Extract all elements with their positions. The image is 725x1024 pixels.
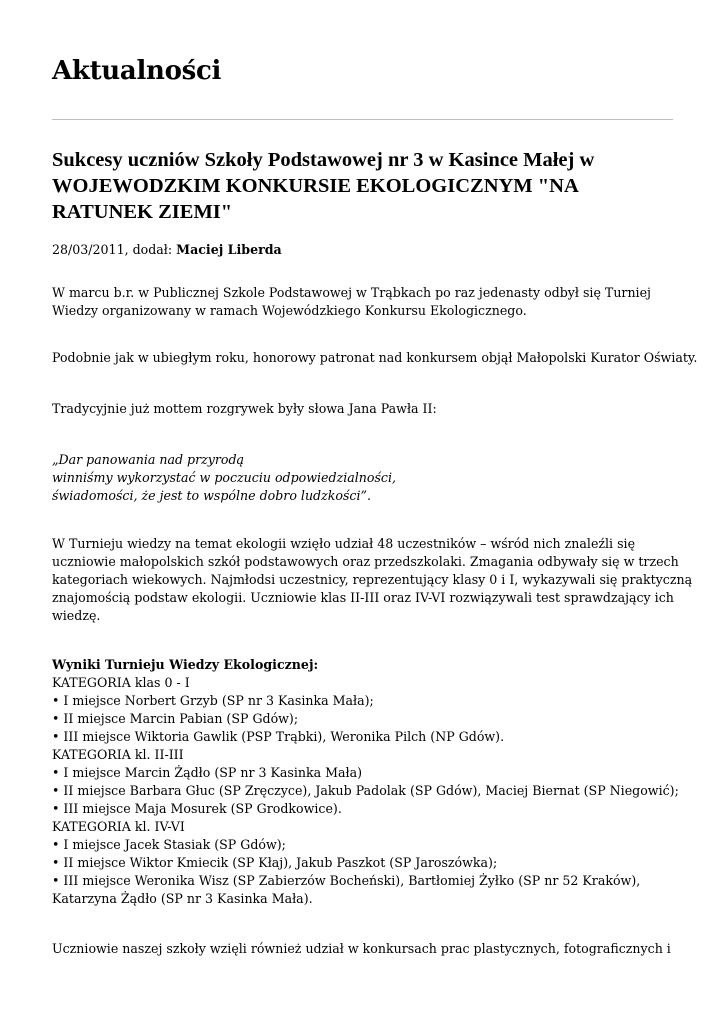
section-title: Aktualności bbox=[52, 56, 222, 86]
results-line: KATEGORIA kl. IV-VI bbox=[52, 819, 185, 834]
paragraph-line: kategoriach wiekowych. Najmłodsi uczestnicy, reprezentujący klasy 0 i I, wykazywali się praktyczną bbox=[52, 572, 693, 587]
results-line: • III miejsce Weronika Wisz (SP Zabierzów Bocheński), Bartłomiej Żyłko (SP nr 52 Kraków), bbox=[52, 873, 641, 888]
paragraph-line: Uczniowie naszej szkoły wzięli również udział w konkursach prac plastycznych, fotograficznych i bbox=[52, 941, 671, 956]
paragraph-line: W Turnieju wiedzy na temat ekologii wzięło udział 48 uczestników – wśród nich znaleźli się bbox=[52, 536, 636, 551]
article-author: Maciej Liberda bbox=[176, 242, 282, 257]
article-meta bbox=[52, 242, 282, 257]
results-line: • III miejsce Maja Mosurek (SP Grodkowice). bbox=[52, 801, 342, 816]
results-section bbox=[52, 656, 679, 908]
article-date: 28/03/2011, dodał: bbox=[52, 242, 177, 257]
results-line: • II miejsce Barbara Głuc (SP Zręczyce), Jakub Padolak (SP Gdów), Maciej Biernat (SP Niegowić); bbox=[52, 783, 679, 798]
results-line: KATEGORIA klas 0 - I bbox=[52, 675, 190, 690]
results-line: • I miejsce Marcin Żądło (SP nr 3 Kasinka Mała) bbox=[52, 765, 363, 780]
closing-paragraph bbox=[52, 940, 674, 958]
patronage-paragraph bbox=[52, 349, 698, 367]
article-title: Sukcesy uczniów Szkoły Podstawowej nr 3 w Kasince Małej w WOJEWODZKIM KONKURSIE EKOLOGICZNYM "NA RATUNEK ZIEMI" bbox=[52, 149, 595, 223]
tournament-paragraph bbox=[52, 535, 693, 625]
quote-line: „Dar panowania nad przyrodą bbox=[52, 452, 245, 467]
results-line: Katarzyna Żądło (SP nr 3 Kasinka Mała). bbox=[52, 891, 313, 906]
results-line: KATEGORIA kl. II-III bbox=[52, 747, 184, 762]
quote-paragraph bbox=[52, 451, 674, 505]
paragraph-line: W marcu b.r. w Publicznej Szkole Podstawowej w Trąbkach po raz jedenasty odbył się Turniej bbox=[52, 285, 651, 300]
results-line: • II miejsce Wiktor Kmiecik (SP Kłaj), Jakub Paszkot (SP Jaroszówka); bbox=[52, 855, 498, 870]
quote-line: świadomości, że jest to wspólne dobro ludzkości”. bbox=[52, 488, 371, 503]
results-line: • III miejsce Wiktoria Gawlik (PSP Trąbki), Weronika Pilch (NP Gdów). bbox=[52, 729, 505, 744]
paragraph-line: Podobnie jak w ubiegłym roku, honorowy patronat nad konkursem objął Małopolski Kurator Oświaty. bbox=[52, 350, 698, 365]
results-heading: Wyniki Turnieju Wiedzy Ekologicznej: bbox=[52, 657, 319, 672]
results-line: • II miejsce Marcin Pabian (SP Gdów); bbox=[52, 711, 299, 726]
intro-paragraph bbox=[52, 284, 674, 320]
paragraph-line: wiedzę. bbox=[52, 608, 101, 623]
results-line: • I miejsce Jacek Stasiak (SP Gdów); bbox=[52, 837, 286, 852]
paragraph-line: znajomością podstaw ekologii. Uczniowie klas II-III oraz IV-VI rozwiązywali test sprawdzający ich bbox=[52, 590, 674, 605]
paragraph-line: uczniowie małopolskich szkół podstawowych oraz przedszkolaki. Zmagania odbywały się w trzech bbox=[52, 554, 679, 569]
paragraph-line: Tradycyjnie już mottem rozgrywek były słowa Jana Pawła II: bbox=[52, 401, 437, 416]
results-line: • I miejsce Norbert Grzyb (SP nr 3 Kasinka Mała); bbox=[52, 693, 374, 708]
divider bbox=[52, 119, 673, 120]
paragraph-line: Wiedzy organizowany w ramach Wojewódzkiego Konkursu Ekologicznego. bbox=[52, 303, 527, 318]
motto-intro-paragraph bbox=[52, 400, 674, 418]
quote-line: winniśmy wykorzystać w poczuciu odpowiedzialności, bbox=[52, 470, 397, 485]
